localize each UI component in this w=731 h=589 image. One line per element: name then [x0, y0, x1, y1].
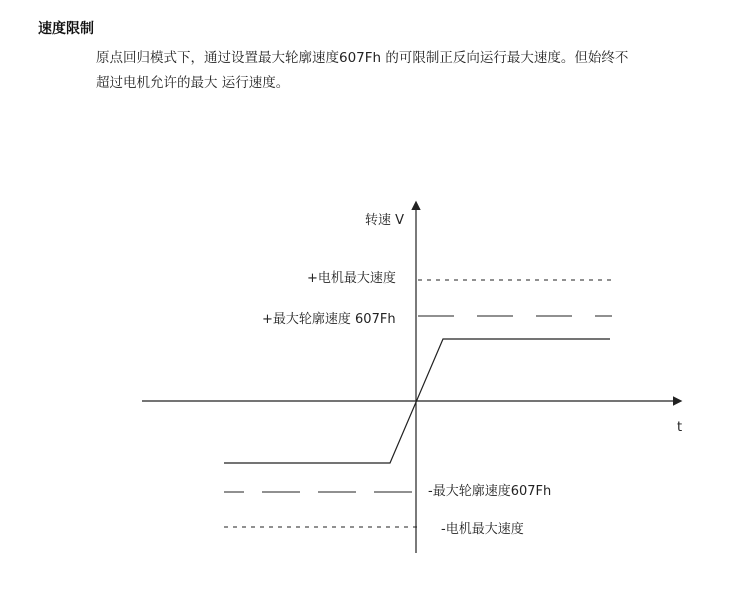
- section-heading: 速度限制: [38, 21, 94, 37]
- pos-motor-max-label: +电机最大速度: [307, 271, 396, 286]
- pos-profile-max-label: +最大轮廓速度 607Fh: [262, 312, 396, 327]
- y-axis-label: 转速 V: [365, 213, 405, 228]
- paragraph-line-1: 原点回归模式下，通过设置最大轮廓速度607Fh 的可限制正反向运行最大速度。但始终不: [96, 50, 629, 66]
- paragraph-line-2: 超过电机允许的最大 运行速度。: [96, 75, 290, 91]
- neg-profile-max-label: -最大轮廓速度607Fh: [428, 484, 552, 499]
- x-axis-label: t: [677, 420, 683, 435]
- neg-motor-max-label: -电机最大速度: [441, 522, 524, 537]
